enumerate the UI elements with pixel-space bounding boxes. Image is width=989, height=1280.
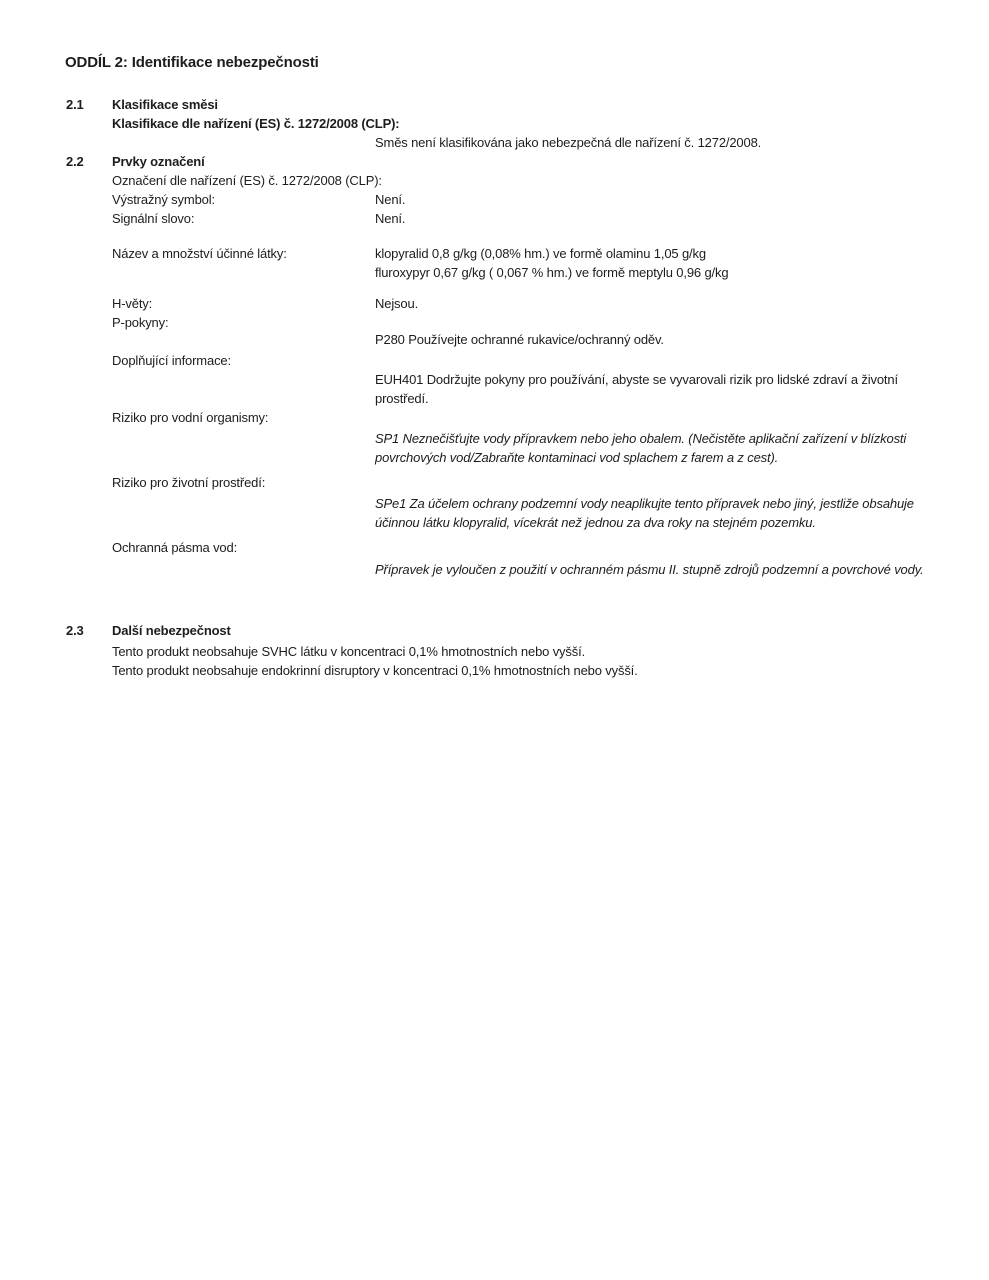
- active-substance-line-1: klopyralid 0,8 g/kg (0,08% hm.) ve formě olaminu 1,05 g/kg: [375, 246, 706, 261]
- aquatic-risk-label: Riziko pro vodní organismy:: [112, 410, 269, 425]
- classification-statement: Směs není klasifikována jako nebezpečná dle nařízení č. 1272/2008.: [375, 135, 762, 150]
- section-heading: ODDÍL 2: Identifikace nebezpečnosti: [65, 54, 319, 71]
- h-statements-label: H-věty:: [112, 296, 153, 311]
- clp-classification-subheading: Klasifikace dle nařízení (ES) č. 1272/2008 (CLP):: [112, 116, 400, 131]
- other-hazards-line-2: Tento produkt neobsahuje endokrinní disruptory v koncentraci 0,1% hmotnostních nebo vyšší.: [112, 663, 638, 678]
- section-2-1-heading: Klasifikace směsi: [112, 97, 218, 112]
- active-substance-label: Název a množství účinné látky:: [112, 246, 287, 261]
- p-statements-label: P-pokyny:: [112, 315, 169, 330]
- clp-labelling-subheading: Označení dle nařízení (ES) č. 1272/2008 (CLP):: [112, 173, 382, 188]
- aquatic-risk-value: SP1 Neznečišťujte vody přípravkem nebo jeho obalem. (Nečistěte aplikační zařízení v blízkosti povrchových vod/Zabraňte kontaminaci vod splachem z farem a z cest).: [375, 431, 907, 465]
- section-2-2-number: 2.2: [66, 154, 84, 169]
- warning-symbol-value: Není.: [375, 192, 406, 207]
- signal-word-value: Není.: [375, 211, 406, 226]
- environment-risk-label: Riziko pro životní prostředí:: [112, 475, 266, 490]
- h-statements-value: Nejsou.: [375, 296, 419, 311]
- water-protection-value: Přípravek je vyloučen z použití v ochranném pásmu II. stupně zdrojů podzemní a povrchové vody.: [375, 562, 924, 577]
- active-substance-line-2: fluroxypyr 0,67 g/kg ( 0,067 % hm.) ve formě meptylu 0,96 g/kg: [375, 265, 729, 280]
- signal-word-label: Signální slovo:: [112, 211, 195, 226]
- section-2-1-number: 2.1: [66, 97, 84, 112]
- water-protection-label: Ochranná pásma vod:: [112, 540, 238, 555]
- supplemental-info-label: Doplňující informace:: [112, 353, 231, 368]
- section-2-2-heading: Prvky označení: [112, 154, 205, 169]
- other-hazards-line-1: Tento produkt neobsahuje SVHC látku v koncentraci 0,1% hmotnostních nebo vyšší.: [112, 644, 586, 659]
- supplemental-info-value: EUH401 Dodržujte pokyny pro používání, abyste se vyvarovali rizik pro lidské zdraví a životní prostředí.: [375, 372, 898, 406]
- section-2-3-heading: Další nebezpečnost: [112, 623, 231, 638]
- p-statements-value: P280 Používejte ochranné rukavice/ochranný oděv.: [375, 332, 664, 347]
- environment-risk-value: SPe1 Za účelem ochrany podzemní vody neaplikujte tento přípravek nebo jiný, jestliže obsahuje účinnou látku klopyralid, vícekrát než jednou za dva roky na stejném pozemku.: [375, 496, 914, 530]
- warning-symbol-label: Výstražný symbol:: [112, 192, 215, 207]
- section-2-3-number: 2.3: [66, 623, 84, 638]
- active-substance-values: [375, 244, 728, 282]
